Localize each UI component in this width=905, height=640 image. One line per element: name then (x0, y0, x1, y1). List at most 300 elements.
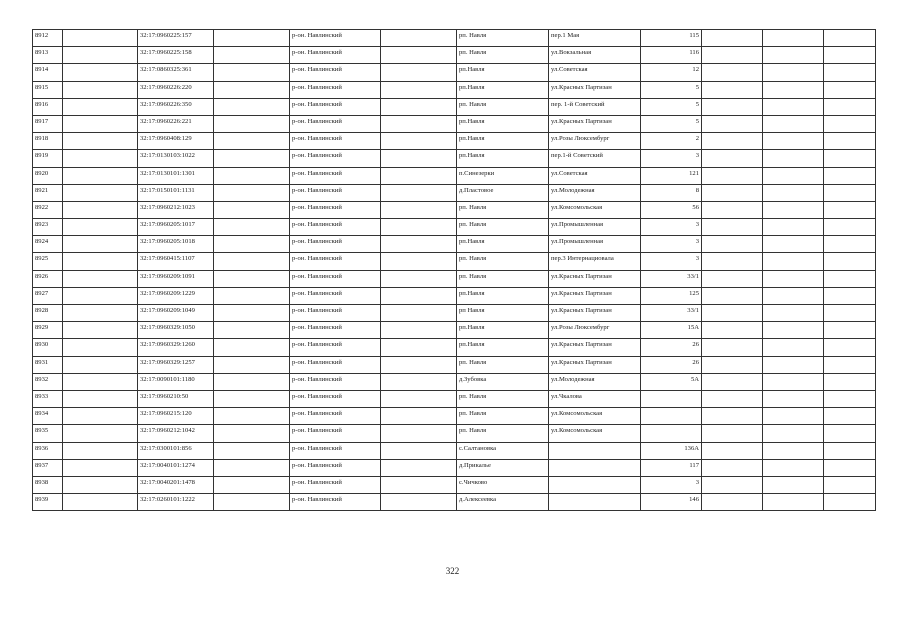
cell-record-number: 8939 (33, 494, 63, 511)
cell-house-number: 33/1 (641, 270, 702, 287)
cell-street: пер.1-й Советский (549, 150, 641, 167)
cell-empty (214, 30, 290, 47)
cell-house-number: 8 (641, 184, 702, 201)
cell-empty (214, 236, 290, 253)
cell-house-number: 3 (641, 253, 702, 270)
cell-district: р-он. Навлинский (290, 64, 381, 81)
cell-cadastral-number: 32:17:0960415:1107 (138, 253, 214, 270)
cell-house-number (641, 390, 702, 407)
cell-empty (763, 442, 824, 459)
cell-settlement: рп. Навля (457, 356, 549, 373)
cell-empty (702, 305, 763, 322)
cell-empty (824, 476, 876, 493)
cell-settlement: рп. Навля (457, 47, 549, 64)
cell-empty (214, 47, 290, 64)
cell-house-number: 33/1 (641, 305, 702, 322)
cell-district: р-он. Навлинский (290, 425, 381, 442)
cell-settlement: с.Салтановка (457, 442, 549, 459)
cell-record-number: 8920 (33, 167, 63, 184)
cell-district: р-он. Навлинский (290, 270, 381, 287)
table-row (33, 459, 876, 476)
cell-house-number (641, 408, 702, 425)
cell-empty (824, 64, 876, 81)
table-row (33, 390, 876, 407)
cell-street: ул.Красных Партизан (549, 115, 641, 132)
cell-cadastral-number: 32:17:0960210:50 (138, 390, 214, 407)
table-row (33, 115, 876, 132)
cell-cadastral-number: 32:17:0300101:856 (138, 442, 214, 459)
cell-empty (702, 133, 763, 150)
cell-empty (702, 64, 763, 81)
cell-empty (381, 390, 457, 407)
cell-empty (824, 339, 876, 356)
table-row (33, 476, 876, 493)
cell-empty (381, 287, 457, 304)
cell-empty (824, 47, 876, 64)
cell-empty (63, 184, 138, 201)
cell-empty (214, 201, 290, 218)
cell-empty (214, 115, 290, 132)
cell-district: р-он. Навлинский (290, 459, 381, 476)
cell-record-number: 8921 (33, 184, 63, 201)
table-row (33, 201, 876, 218)
cell-empty (763, 81, 824, 98)
cell-record-number: 8912 (33, 30, 63, 47)
cell-street: ул.Чкалова (549, 390, 641, 407)
cell-cadastral-number: 32:17:0960212:1042 (138, 425, 214, 442)
table-row (33, 322, 876, 339)
cell-record-number: 8928 (33, 305, 63, 322)
cell-empty (214, 287, 290, 304)
cell-empty (702, 322, 763, 339)
cell-settlement: д.Зубовка (457, 373, 549, 390)
cell-empty (214, 373, 290, 390)
cell-house-number: 26 (641, 356, 702, 373)
cell-empty (763, 201, 824, 218)
cell-empty (214, 133, 290, 150)
cell-settlement: рп. Навля (457, 408, 549, 425)
cell-settlement: рп.Навля (457, 339, 549, 356)
cell-district: р-он. Навлинский (290, 339, 381, 356)
cell-street: ул.Комсомольская (549, 201, 641, 218)
cell-empty (763, 459, 824, 476)
cell-cadastral-number: 32:17:0960329:1050 (138, 322, 214, 339)
cell-empty (381, 133, 457, 150)
cell-empty (63, 322, 138, 339)
cell-empty (214, 270, 290, 287)
cell-empty (63, 339, 138, 356)
cell-empty (214, 184, 290, 201)
cell-empty (63, 98, 138, 115)
cell-empty (702, 184, 763, 201)
cell-record-number: 8934 (33, 408, 63, 425)
cell-house-number: 26 (641, 339, 702, 356)
cell-house-number: 117 (641, 459, 702, 476)
cell-empty (63, 390, 138, 407)
cell-empty (824, 98, 876, 115)
cell-cadastral-number: 32:17:0130103:1022 (138, 150, 214, 167)
cell-cadastral-number: 32:17:0130101:1301 (138, 167, 214, 184)
cell-settlement: рп. Навля (457, 270, 549, 287)
cell-house-number: 125 (641, 287, 702, 304)
cell-empty (824, 305, 876, 322)
cell-house-number: 3 (641, 219, 702, 236)
cell-empty (763, 167, 824, 184)
cell-settlement: рп.Навля (457, 150, 549, 167)
cell-empty (214, 81, 290, 98)
cell-settlement: д.Пластовое (457, 184, 549, 201)
registry-table-body (33, 30, 876, 511)
cell-settlement: рп.Навля (457, 81, 549, 98)
cell-record-number: 8927 (33, 287, 63, 304)
cell-district: р-он. Навлинский (290, 390, 381, 407)
cell-empty (214, 253, 290, 270)
cell-empty (63, 459, 138, 476)
cell-district: р-он. Навлинский (290, 253, 381, 270)
cell-district: р-он. Навлинский (290, 98, 381, 115)
cell-empty (763, 219, 824, 236)
cell-empty (63, 167, 138, 184)
cell-empty (824, 494, 876, 511)
cell-empty (702, 356, 763, 373)
cell-empty (702, 201, 763, 218)
cell-record-number: 8936 (33, 442, 63, 459)
table-row (33, 373, 876, 390)
cell-cadastral-number: 32:17:0040101:1274 (138, 459, 214, 476)
cell-empty (381, 64, 457, 81)
cell-empty (702, 219, 763, 236)
cell-empty (63, 408, 138, 425)
cell-empty (214, 476, 290, 493)
cell-record-number: 8917 (33, 115, 63, 132)
cell-cadastral-number: 32:17:0960215:120 (138, 408, 214, 425)
cell-empty (824, 133, 876, 150)
cell-house-number (641, 425, 702, 442)
cell-empty (63, 287, 138, 304)
cell-record-number: 8935 (33, 425, 63, 442)
cell-record-number: 8932 (33, 373, 63, 390)
cell-settlement: рп. Навля (457, 201, 549, 218)
cell-house-number: 3 (641, 476, 702, 493)
cell-cadastral-number: 32:17:0960329:1257 (138, 356, 214, 373)
table-row (33, 167, 876, 184)
cell-district: р-он. Навлинский (290, 356, 381, 373)
cell-empty (824, 322, 876, 339)
cell-settlement: рп. Навля (457, 98, 549, 115)
cell-empty (381, 236, 457, 253)
cell-house-number: 2 (641, 133, 702, 150)
cell-empty (381, 476, 457, 493)
cell-empty (381, 98, 457, 115)
table-row (33, 287, 876, 304)
cell-house-number: 12 (641, 64, 702, 81)
cell-empty (63, 442, 138, 459)
cell-empty (763, 150, 824, 167)
cell-cadastral-number: 32:17:0960226:221 (138, 115, 214, 132)
cell-record-number: 8926 (33, 270, 63, 287)
table-row (33, 98, 876, 115)
table-row (33, 219, 876, 236)
cell-empty (763, 390, 824, 407)
cell-empty (763, 184, 824, 201)
cell-empty (214, 390, 290, 407)
cell-empty (381, 219, 457, 236)
cell-street: ул.Красных Партизан (549, 305, 641, 322)
cell-empty (63, 47, 138, 64)
cell-record-number: 8924 (33, 236, 63, 253)
cell-district: р-он. Навлинский (290, 133, 381, 150)
cell-empty (824, 390, 876, 407)
cell-empty (381, 442, 457, 459)
cell-settlement: рп. Навля (457, 253, 549, 270)
table-row (33, 339, 876, 356)
cell-street: ул.Розы Люксембург (549, 322, 641, 339)
cell-empty (381, 305, 457, 322)
cell-empty (381, 408, 457, 425)
cell-empty (702, 98, 763, 115)
cell-empty (763, 47, 824, 64)
cell-empty (381, 339, 457, 356)
cell-empty (63, 305, 138, 322)
cell-settlement: с.Чичково (457, 476, 549, 493)
cell-house-number: 121 (641, 167, 702, 184)
cell-district: р-он. Навлинский (290, 150, 381, 167)
cell-house-number: 5 (641, 98, 702, 115)
cell-street (549, 494, 641, 511)
cell-empty (214, 64, 290, 81)
cell-empty (214, 167, 290, 184)
cell-settlement: рп.Навля (457, 236, 549, 253)
cell-cadastral-number: 32:17:0960408:129 (138, 133, 214, 150)
cell-empty (824, 425, 876, 442)
cell-district: р-он. Навлинский (290, 408, 381, 425)
cell-empty (824, 356, 876, 373)
cell-district: р-он. Навлинский (290, 115, 381, 132)
cell-empty (702, 442, 763, 459)
cell-district: р-он. Навлинский (290, 476, 381, 493)
cell-empty (214, 459, 290, 476)
cell-record-number: 8915 (33, 81, 63, 98)
cell-record-number: 8923 (33, 219, 63, 236)
cell-empty (702, 236, 763, 253)
cell-empty (214, 425, 290, 442)
cell-empty (824, 408, 876, 425)
cell-empty (381, 81, 457, 98)
cell-district: р-он. Навлинский (290, 30, 381, 47)
cell-empty (381, 253, 457, 270)
cell-record-number: 8925 (33, 253, 63, 270)
cell-empty (381, 167, 457, 184)
cell-empty (63, 494, 138, 511)
cell-street: ул.Розы Люксембург (549, 133, 641, 150)
cell-street: ул.Комсомольская (549, 425, 641, 442)
cell-district: р-он. Навлинский (290, 201, 381, 218)
table-row (33, 270, 876, 287)
cell-street: ул.Красных Партизан (549, 287, 641, 304)
cell-record-number: 8929 (33, 322, 63, 339)
cell-street: ул.Комсомольская (549, 408, 641, 425)
cell-record-number: 8933 (33, 390, 63, 407)
cell-district: р-он. Навлинский (290, 494, 381, 511)
cell-house-number: 146 (641, 494, 702, 511)
cell-district: р-он. Навлинский (290, 184, 381, 201)
cell-empty (763, 322, 824, 339)
registry-table (32, 29, 876, 511)
cell-street: ул.Красных Партизан (549, 270, 641, 287)
cell-cadastral-number: 32:17:0960205:1018 (138, 236, 214, 253)
cell-empty (63, 115, 138, 132)
table-row (33, 425, 876, 442)
table-row (33, 30, 876, 47)
cell-empty (763, 339, 824, 356)
cell-empty (824, 115, 876, 132)
cell-empty (63, 476, 138, 493)
cell-street: ул.Красных Партизан (549, 339, 641, 356)
cell-street (549, 459, 641, 476)
cell-house-number: 136А (641, 442, 702, 459)
cell-empty (763, 287, 824, 304)
cell-empty (702, 167, 763, 184)
cell-cadastral-number: 32:17:0960225:158 (138, 47, 214, 64)
cell-empty (63, 30, 138, 47)
cell-house-number: 115 (641, 30, 702, 47)
cell-empty (824, 442, 876, 459)
cell-street: ул.Красных Партизан (549, 81, 641, 98)
cell-settlement: рп. Навля (457, 425, 549, 442)
cell-record-number: 8918 (33, 133, 63, 150)
cell-street: ул.Вокзальная (549, 47, 641, 64)
cell-street: ул.Советская (549, 167, 641, 184)
cell-empty (381, 373, 457, 390)
cell-empty (63, 81, 138, 98)
cell-record-number: 8938 (33, 476, 63, 493)
cell-street: пер.1 Мая (549, 30, 641, 47)
cell-empty (824, 81, 876, 98)
cell-district: р-он. Навлинский (290, 219, 381, 236)
cell-empty (63, 356, 138, 373)
cell-record-number: 8914 (33, 64, 63, 81)
cell-record-number: 8919 (33, 150, 63, 167)
cell-empty (381, 201, 457, 218)
cell-settlement: рп Навля (457, 305, 549, 322)
page-number: 322 (445, 566, 460, 576)
cell-cadastral-number: 32:17:0960209:1049 (138, 305, 214, 322)
cell-empty (702, 476, 763, 493)
cell-street: ул.Промышленная (549, 236, 641, 253)
cell-empty (702, 390, 763, 407)
cell-settlement: рп.Навля (457, 64, 549, 81)
cell-empty (763, 236, 824, 253)
cell-empty (702, 30, 763, 47)
cell-cadastral-number: 32:17:0960212:1023 (138, 201, 214, 218)
cell-empty (702, 270, 763, 287)
cell-district: р-он. Навлинский (290, 373, 381, 390)
cell-empty (63, 270, 138, 287)
cell-empty (702, 339, 763, 356)
cell-empty (381, 270, 457, 287)
table-row (33, 442, 876, 459)
cell-empty (824, 253, 876, 270)
cell-house-number: 3 (641, 150, 702, 167)
cell-empty (763, 253, 824, 270)
cell-empty (214, 442, 290, 459)
cell-empty (763, 373, 824, 390)
table-row (33, 64, 876, 81)
cell-empty (763, 305, 824, 322)
cell-settlement: рп. Навля (457, 30, 549, 47)
cell-empty (824, 201, 876, 218)
cell-street: ул.Промышленная (549, 219, 641, 236)
cell-house-number: 3 (641, 236, 702, 253)
cell-empty (824, 287, 876, 304)
cell-street: пер.3 Интернациовала (549, 253, 641, 270)
cell-empty (702, 150, 763, 167)
cell-record-number: 8930 (33, 339, 63, 356)
cell-record-number: 8913 (33, 47, 63, 64)
cell-empty (702, 373, 763, 390)
cell-empty (214, 98, 290, 115)
cell-district: р-он. Навлинский (290, 47, 381, 64)
cell-empty (63, 236, 138, 253)
cell-cadastral-number: 32:17:0090101:1180 (138, 373, 214, 390)
cell-empty (824, 236, 876, 253)
cell-empty (214, 408, 290, 425)
cell-street: ул.Молодежная (549, 373, 641, 390)
cell-district: р-он. Навлинский (290, 442, 381, 459)
cell-cadastral-number: 32:17:0960226:350 (138, 98, 214, 115)
cell-cadastral-number: 32:17:0960329:1260 (138, 339, 214, 356)
cell-empty (381, 356, 457, 373)
table-row (33, 150, 876, 167)
cell-empty (63, 201, 138, 218)
cell-empty (63, 373, 138, 390)
cell-house-number: 5 (641, 115, 702, 132)
cell-empty (702, 425, 763, 442)
cell-settlement: рп.Навля (457, 287, 549, 304)
cell-settlement: д.Прикалье (457, 459, 549, 476)
cell-empty (702, 494, 763, 511)
cell-settlement: д.Алексеевка (457, 494, 549, 511)
cell-cadastral-number: 32:17:0150101:1131 (138, 184, 214, 201)
table-row (33, 494, 876, 511)
cell-street (549, 476, 641, 493)
cell-empty (763, 494, 824, 511)
table-row (33, 184, 876, 201)
table-row (33, 133, 876, 150)
cell-cadastral-number: 32:17:0260101:1222 (138, 494, 214, 511)
cell-empty (824, 30, 876, 47)
cell-empty (763, 476, 824, 493)
cell-settlement: рп. Навля (457, 219, 549, 236)
cell-cadastral-number: 32:17:0960205:1017 (138, 219, 214, 236)
cell-house-number: 15А (641, 322, 702, 339)
cell-empty (214, 150, 290, 167)
cell-settlement: рп.Навля (457, 322, 549, 339)
table-row (33, 81, 876, 98)
cell-empty (763, 64, 824, 81)
cell-empty (824, 167, 876, 184)
cell-empty (381, 30, 457, 47)
cell-cadastral-number: 32:17:0960209:1229 (138, 287, 214, 304)
cell-empty (763, 98, 824, 115)
table-row (33, 47, 876, 64)
cell-empty (381, 115, 457, 132)
cell-empty (214, 494, 290, 511)
table-row (33, 356, 876, 373)
cell-empty (381, 47, 457, 64)
cell-cadastral-number: 32:17:0960226:220 (138, 81, 214, 98)
cell-empty (381, 459, 457, 476)
